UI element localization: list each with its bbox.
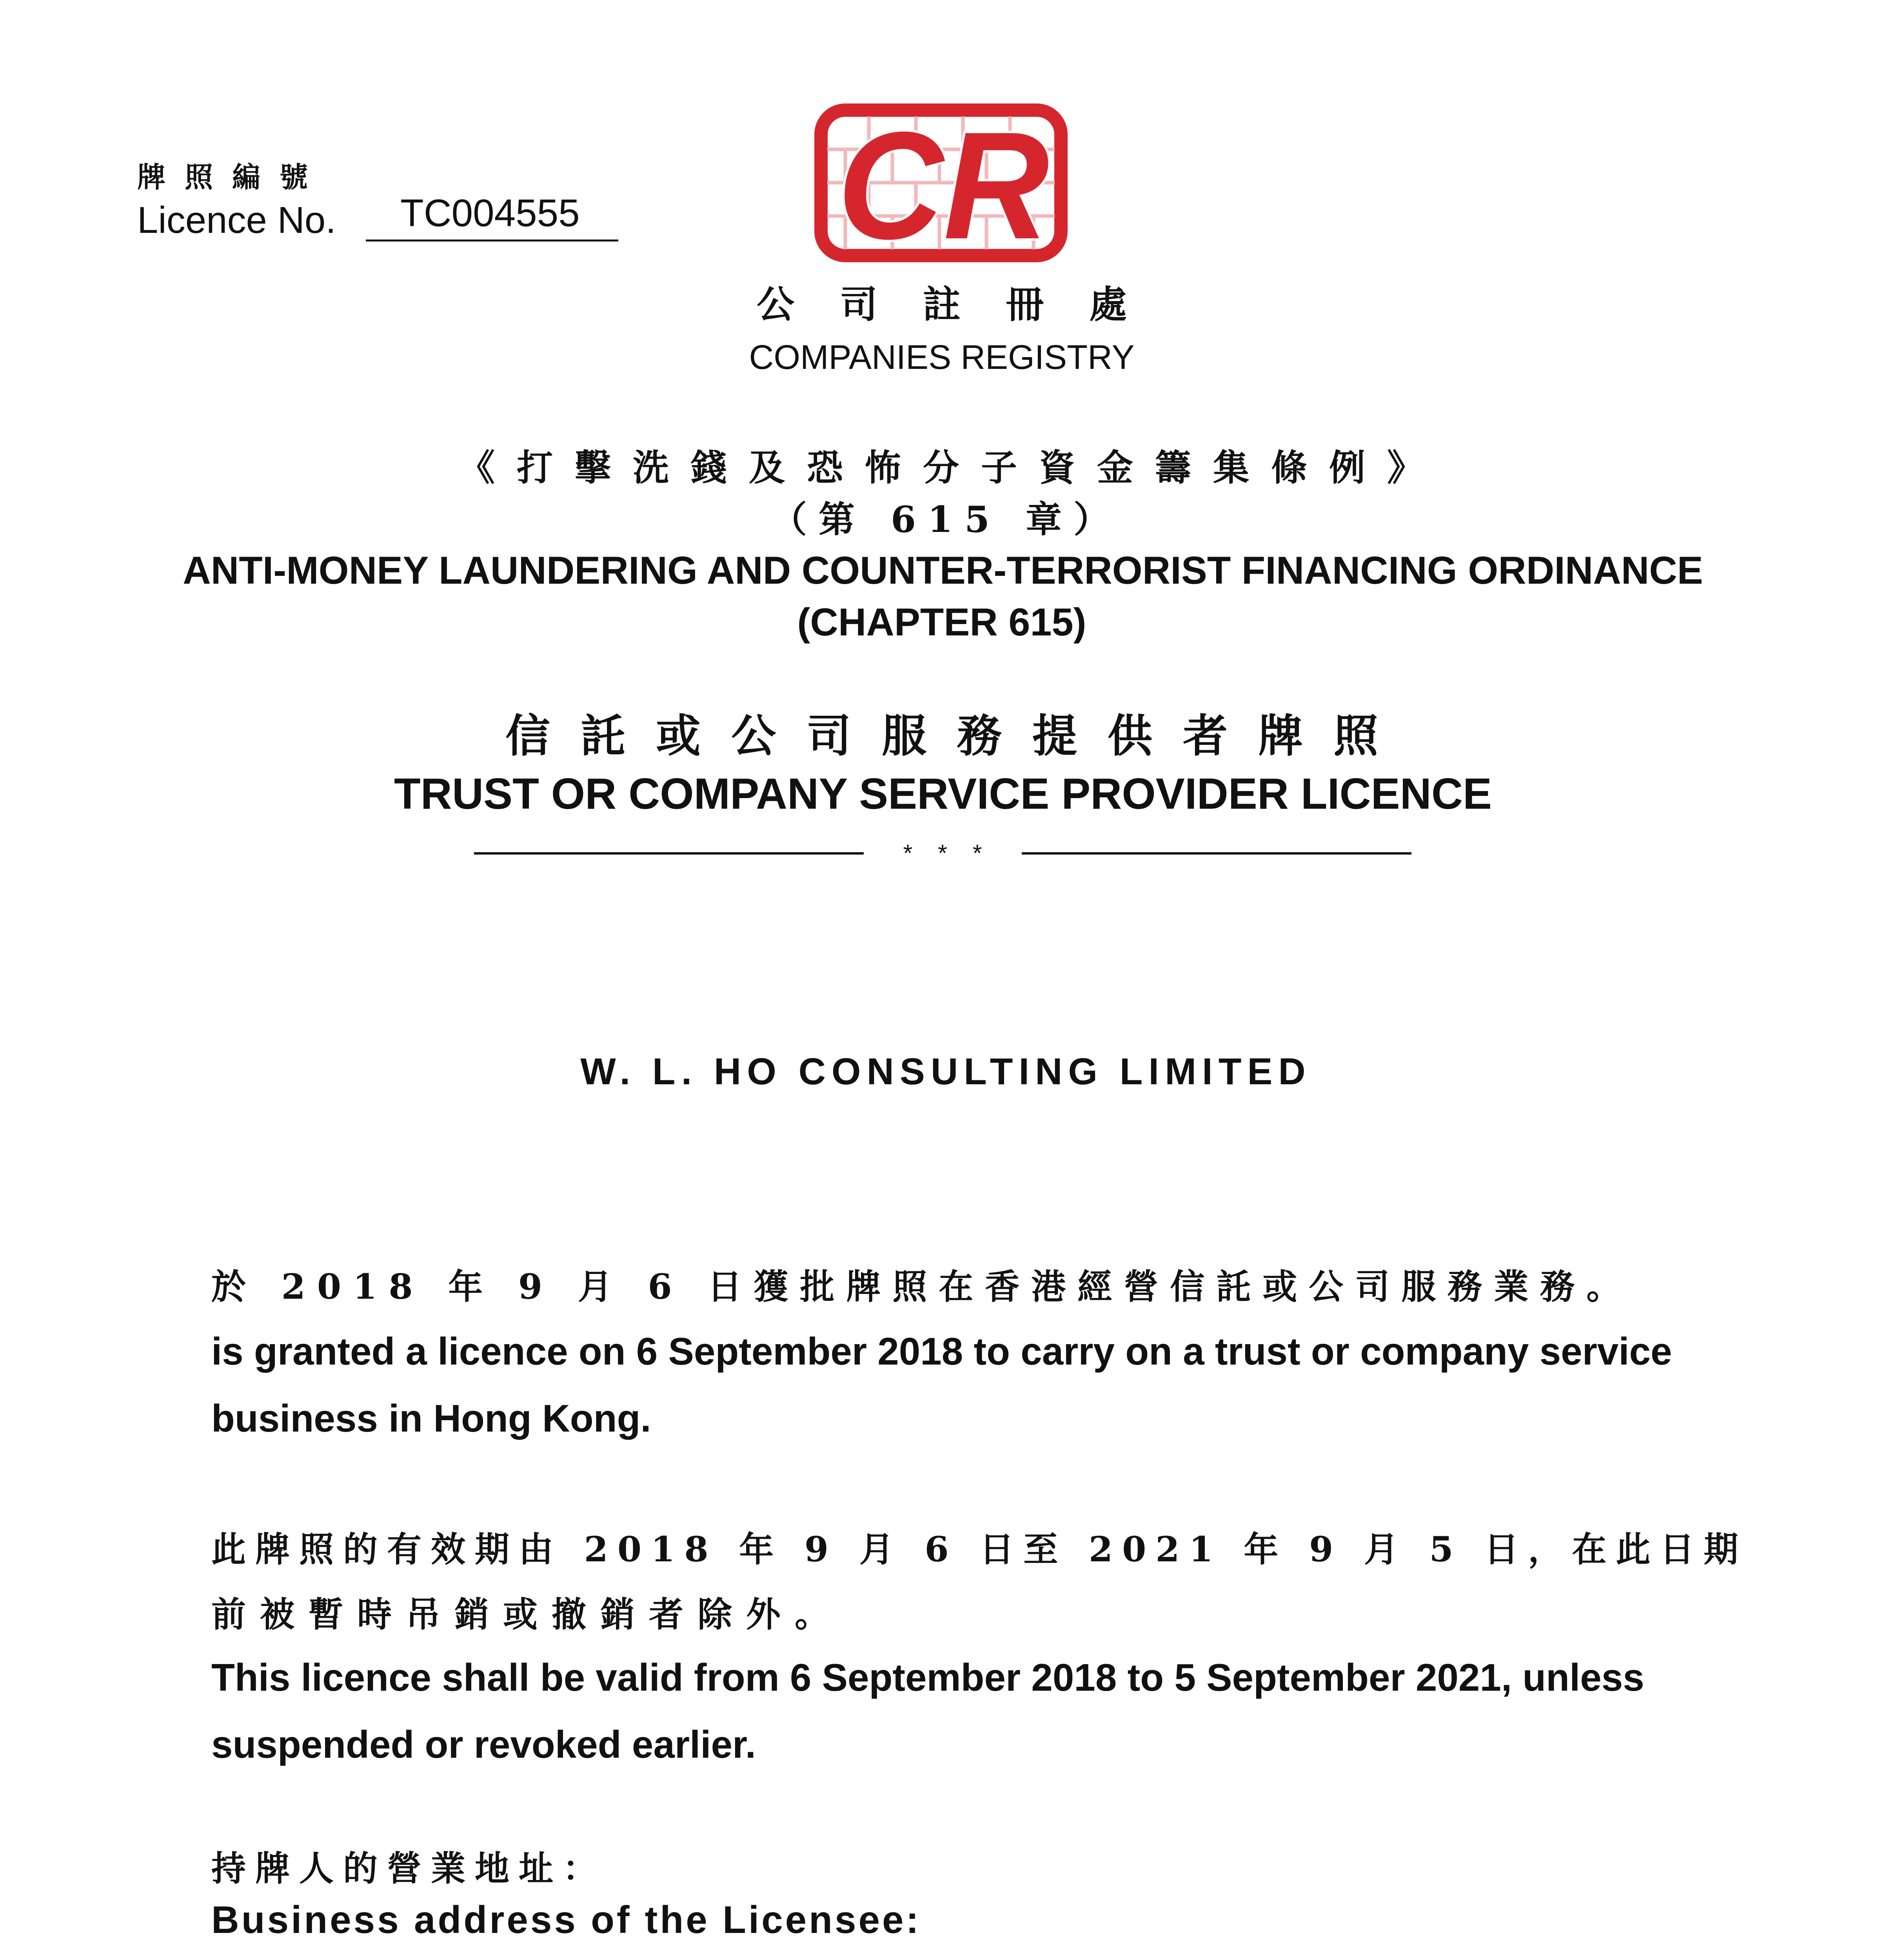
grant-text-en-line-1: is granted a licence on 6 September 2018 to carry on a trust or company service — [211, 1330, 1672, 1373]
validity-text-zh-line-1: 此牌照的有效期由 2018 年 9 月 6 日至 2021 年 9 月 5 日，在此日期 — [211, 1529, 1748, 1570]
companies-registry-logo — [814, 100, 1068, 271]
ordinance-title-en: ANTI-MONEY LAUNDERING AND COUNTER-TERRORIST FINANCING ORDINANCE — [183, 548, 1703, 592]
licence-title-en: TRUST OR COMPANY SERVICE PROVIDER LICENCE — [394, 769, 1492, 818]
grant-text-zh: 於 2018 年 9 月 6 日獲批牌照在香港經營信託或公司服務業務。 — [211, 1266, 1633, 1307]
licence-number-value: TC004555 — [400, 191, 580, 234]
registry-name-zh: 公司註冊處 — [757, 282, 1172, 327]
grant-text-en-line-2: business in Hong Kong. — [211, 1397, 651, 1440]
licence-title-zh: 信託或公司服務提供者牌照 — [505, 710, 1409, 762]
licence-number-underline — [366, 240, 618, 241]
validity-text-en-line-1: This licence shall be valid from 6 September 2018 to 5 September 2021, unless — [211, 1656, 1644, 1699]
validity-text-en-line-2: suspended or revoked earlier. — [211, 1723, 756, 1766]
address-label-zh: 持牌人的營業地址： — [211, 1848, 607, 1889]
title-divider-ornament: * * * — [903, 840, 992, 866]
address-label-en: Business address of the Licensee: — [211, 1898, 921, 1941]
validity-text-zh-line-2: 前被暫時吊銷或撤銷者除外。 — [211, 1594, 844, 1635]
ordinance-title-zh: 《打擊洗錢及恐怖分子資金籌集條例》 — [458, 446, 1446, 489]
logo-lettering: CR — [837, 100, 1049, 271]
ordinance-chapter-zh: （第 615 章） — [770, 498, 1122, 541]
registry-name-en: COMPANIES REGISTRY — [749, 338, 1135, 376]
licensee-name: W. L. HO CONSULTING LIMITED — [580, 1051, 1311, 1093]
ordinance-chapter-en: (CHAPTER 615) — [797, 600, 1086, 644]
title-divider-right — [1022, 852, 1411, 855]
title-divider-left — [474, 852, 864, 855]
licence-number-label-zh: 牌照編號 — [137, 160, 327, 194]
licence-number-label-en: Licence No. — [137, 199, 336, 241]
